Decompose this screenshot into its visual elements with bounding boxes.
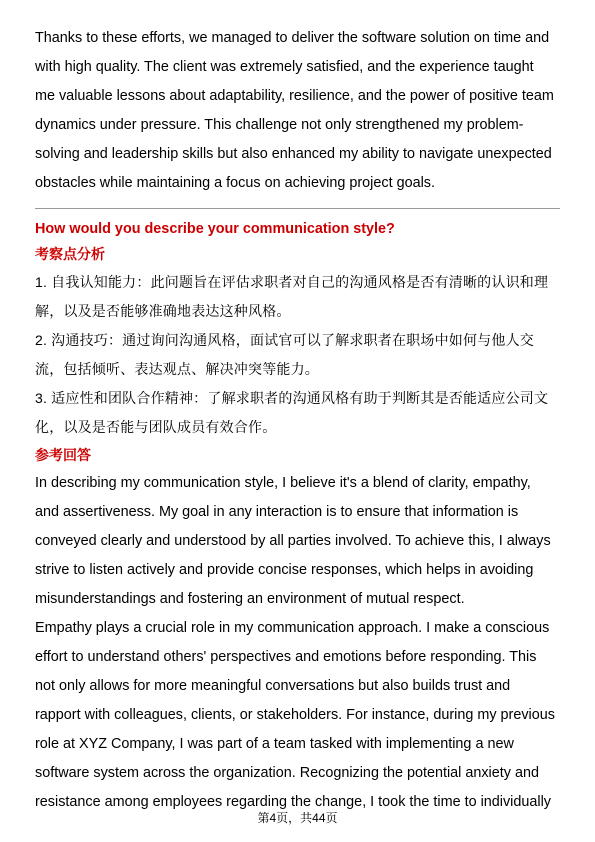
intro-paragraph [35, 24, 560, 198]
analysis-section [35, 241, 560, 442]
text-line: dynamics under pressure. This challenge not only strengthened my problem- [35, 117, 524, 133]
answer-line: resistance among employees regarding the change, I took the time to individually [35, 794, 551, 810]
answer-line: Empathy plays a crucial role in my communication approach. I make a conscious [35, 620, 550, 636]
text-line: with high quality. The client was extremely satisfied, and the experience taught [35, 59, 534, 75]
document-page [35, 24, 560, 817]
answer-line: misunderstandings and fostering an environment of mutual respect. [35, 591, 465, 607]
answer-heading: 参考回答 [35, 447, 91, 463]
analysis-line: 流，包括倾听、表达观点、解决冲突等能力。 [35, 361, 319, 377]
analysis-line: 2. 沟通技巧：通过询问沟通风格，面试官可以了解求职者在职场中如何与他人交 [35, 332, 534, 348]
question-heading: How would you describe your communication style? [35, 221, 395, 237]
answer-line: and assertiveness. My goal in any interaction is to ensure that information is [35, 504, 519, 520]
answer-line: software system across the organization. Recognizing the potential anxiety and [35, 765, 539, 781]
analysis-line: 化，以及是否能与团队成员有效合作。 [35, 419, 277, 435]
text-line: me valuable lessons about adaptability, resilience, and the power of positive team [35, 88, 554, 104]
answer-section [35, 442, 560, 817]
analysis-heading: 考察点分析 [35, 246, 105, 262]
answer-line: rapport with colleagues, clients, or stakeholders. For instance, during my previous [35, 707, 555, 723]
text-line: Thanks to these efforts, we managed to deliver the software solution on time and [35, 30, 550, 46]
analysis-line: 3. 适应性和团队合作精神：了解求职者的沟通风格有助于判断其是否能适应公司文 [35, 390, 549, 406]
analysis-line: 1. 自我认知能力：此问题旨在评估求职者对自己的沟通风格是否有清晰的认识和理 [35, 274, 549, 290]
answer-line: not only allows for more meaningful conversations but also builds trust and [35, 678, 511, 694]
text-line: solving and leadership skills but also enhanced my ability to navigate unexpected [35, 146, 552, 162]
section-divider [35, 208, 560, 209]
answer-line: effort to understand others' perspectives and emotions before responding. This [35, 649, 537, 665]
text-line: obstacles while maintaining a focus on achieving project goals. [35, 175, 435, 191]
answer-line: In describing my communication style, I believe it's a blend of clarity, empathy, [35, 475, 531, 491]
answer-line: role at XYZ Company, I was part of a team tasked with implementing a new [35, 736, 514, 752]
answer-line: strive to listen actively and provide concise responses, which helps in avoiding [35, 562, 534, 578]
analysis-line: 解，以及是否能够准确地表达这种风格。 [35, 303, 291, 319]
answer-line: conveyed clearly and understood by all parties involved. To achieve this, I always [35, 533, 551, 549]
page-number-footer: 第4页，共44页 [257, 811, 338, 825]
